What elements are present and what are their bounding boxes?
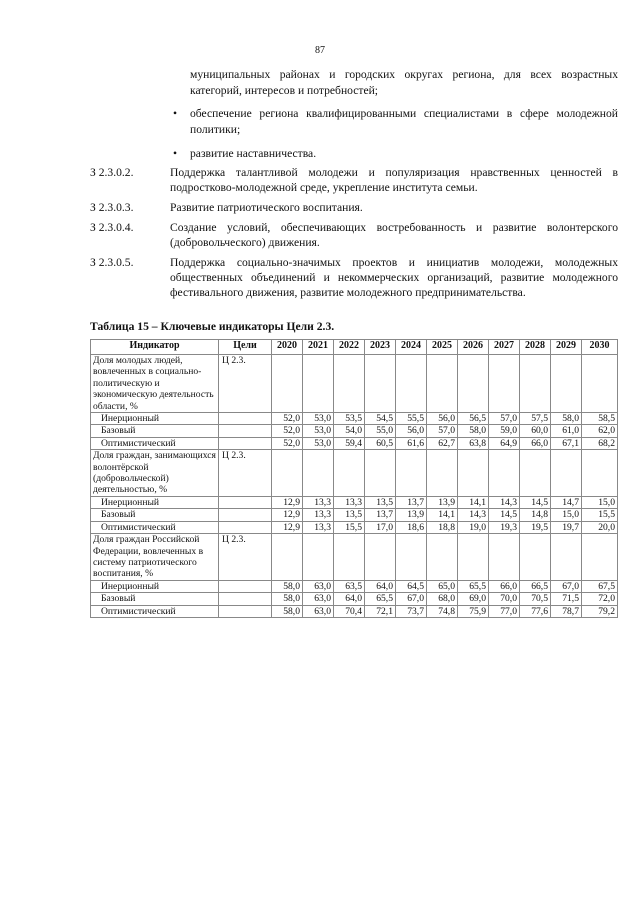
empty-cell (219, 496, 272, 508)
scenario-label: Оптимистический (91, 605, 219, 617)
value-cell: 63,0 (303, 605, 334, 617)
value-cell: 54,5 (365, 413, 396, 425)
value-cell: 71,5 (551, 593, 582, 605)
empty-cell (427, 534, 458, 581)
value-cell: 13,7 (365, 509, 396, 521)
bullet-item (170, 146, 618, 162)
empty-cell (458, 355, 489, 413)
value-cell: 55,5 (396, 413, 427, 425)
empty-cell (582, 355, 618, 413)
empty-cell (219, 413, 272, 425)
value-cell: 15,5 (582, 509, 618, 521)
scenario-row (91, 593, 618, 605)
scenario-row (91, 580, 618, 592)
empty-cell (303, 450, 334, 497)
value-cell: 58,0 (551, 413, 582, 425)
value-cell: 12,9 (272, 509, 303, 521)
value-cell: 60,5 (365, 437, 396, 449)
value-cell: 20,0 (582, 521, 618, 533)
indicators-table (90, 339, 618, 618)
task-code: З 2.3.0.2. (90, 166, 134, 179)
value-cell: 66,5 (520, 580, 551, 592)
value-cell: 66,0 (520, 437, 551, 449)
value-cell: 78,7 (551, 605, 582, 617)
empty-cell (458, 450, 489, 497)
value-cell: 14,5 (520, 496, 551, 508)
value-cell: 57,0 (489, 413, 520, 425)
value-cell: 73,7 (396, 605, 427, 617)
value-cell: 66,0 (489, 580, 520, 592)
empty-cell (219, 580, 272, 592)
column-header: 2023 (365, 340, 396, 355)
value-cell: 57,0 (427, 425, 458, 437)
empty-cell (582, 450, 618, 497)
empty-cell (396, 355, 427, 413)
value-cell: 17,0 (365, 521, 396, 533)
empty-cell (551, 534, 582, 581)
value-cell: 69,0 (458, 593, 489, 605)
column-header: 2028 (520, 340, 551, 355)
empty-cell (365, 450, 396, 497)
scenario-label: Базовый (91, 425, 219, 437)
value-cell: 54,0 (334, 425, 365, 437)
value-cell: 19,0 (458, 521, 489, 533)
value-cell: 64,9 (489, 437, 520, 449)
scenario-label: Инерционный (91, 580, 219, 592)
value-cell: 13,3 (334, 496, 365, 508)
value-cell: 59,0 (489, 425, 520, 437)
empty-cell (427, 355, 458, 413)
task-code: З 2.3.0.4. (90, 221, 134, 234)
value-cell: 12,9 (272, 496, 303, 508)
value-cell: 59,4 (334, 437, 365, 449)
value-cell: 58,0 (272, 593, 303, 605)
task-item (90, 165, 618, 195)
value-cell: 53,0 (303, 437, 334, 449)
task-code: З 2.3.0.3. (90, 201, 134, 214)
value-cell: 13,3 (303, 496, 334, 508)
empty-cell (219, 605, 272, 617)
empty-cell (272, 534, 303, 581)
value-cell: 75,9 (458, 605, 489, 617)
empty-cell (334, 355, 365, 413)
scenario-label: Инерционный (91, 496, 219, 508)
value-cell: 70,5 (520, 593, 551, 605)
task-item (90, 220, 618, 250)
value-cell: 61,0 (551, 425, 582, 437)
value-cell: 14,7 (551, 496, 582, 508)
value-cell: 13,5 (334, 509, 365, 521)
scenario-row (91, 605, 618, 617)
empty-cell (303, 534, 334, 581)
task-code: З 2.3.0.5. (90, 256, 134, 269)
column-header: 2026 (458, 340, 489, 355)
bullet-dot-icon: • (173, 107, 178, 120)
empty-cell (303, 355, 334, 413)
value-cell: 68,0 (427, 593, 458, 605)
empty-cell (582, 534, 618, 581)
value-cell: 14,5 (489, 509, 520, 521)
value-cell: 67,1 (551, 437, 582, 449)
empty-cell (219, 425, 272, 437)
indicator-goal: Ц 2.3. (219, 450, 272, 497)
value-cell: 72,1 (365, 605, 396, 617)
column-header: 2022 (334, 340, 365, 355)
value-cell: 14,1 (427, 509, 458, 521)
value-cell: 77,6 (520, 605, 551, 617)
intro-paragraph: муниципальных районах и городских округах региона, для всех возрастных категорий, интересов и потребностей; (190, 68, 618, 97)
value-cell: 70,4 (334, 605, 365, 617)
value-cell: 65,0 (427, 580, 458, 592)
value-cell: 57,5 (520, 413, 551, 425)
value-cell: 56,0 (396, 425, 427, 437)
empty-cell (219, 521, 272, 533)
value-cell: 65,5 (365, 593, 396, 605)
column-header: Индикатор (91, 340, 219, 355)
column-header: 2024 (396, 340, 427, 355)
scenario-row (91, 509, 618, 521)
task-text: Создание условий, обеспечивающих востребованность и развитие волонтерского (добровольческого) движения. (170, 221, 618, 249)
value-cell: 13,9 (396, 509, 427, 521)
empty-cell (219, 437, 272, 449)
scenario-label: Инерционный (91, 413, 219, 425)
empty-cell (427, 450, 458, 497)
value-cell: 14,3 (458, 509, 489, 521)
value-cell: 63,8 (458, 437, 489, 449)
value-cell: 58,5 (582, 413, 618, 425)
value-cell: 67,5 (582, 580, 618, 592)
value-cell: 63,0 (303, 593, 334, 605)
bullet-item (170, 106, 618, 138)
empty-cell (458, 534, 489, 581)
empty-cell (272, 355, 303, 413)
value-cell: 52,0 (272, 437, 303, 449)
value-cell: 19,7 (551, 521, 582, 533)
empty-cell (272, 450, 303, 497)
scenario-row (91, 413, 618, 425)
indicator-goal: Ц 2.3. (219, 534, 272, 581)
value-cell: 19,5 (520, 521, 551, 533)
value-cell: 74,8 (427, 605, 458, 617)
value-cell: 14,1 (458, 496, 489, 508)
column-header: 2020 (272, 340, 303, 355)
value-cell: 58,0 (272, 605, 303, 617)
indicator-name: Доля граждан, занимающихся волонтёрской (добровольческой) деятельностью, % (91, 450, 219, 497)
task-text: Поддержка социально-значимых проектов и инициатив молодежи, молодежных общественных объединений и некоммерческих организаций, развитие молодежного фестивального движения, развитие молодежного предпринимательства. (170, 256, 618, 299)
value-cell: 68,2 (582, 437, 618, 449)
empty-cell (551, 355, 582, 413)
value-cell: 56,5 (458, 413, 489, 425)
empty-cell (396, 450, 427, 497)
scenario-label: Базовый (91, 509, 219, 521)
column-header: 2030 (582, 340, 618, 355)
empty-cell (396, 534, 427, 581)
bullet-text: развитие наставничества. (190, 147, 317, 160)
bullet-text: обеспечение региона квалифицированными специалистами в сфере молодежной политики; (190, 107, 618, 136)
empty-cell (551, 450, 582, 497)
indicator-goal: Ц 2.3. (219, 355, 272, 413)
task-text: Развитие патриотического воспитания. (170, 201, 363, 214)
indicator-row (91, 534, 618, 581)
value-cell: 70,0 (489, 593, 520, 605)
value-cell: 15,0 (551, 509, 582, 521)
value-cell: 55,0 (365, 425, 396, 437)
empty-cell (365, 355, 396, 413)
value-cell: 52,0 (272, 425, 303, 437)
value-cell: 53,0 (303, 413, 334, 425)
column-header: Цели (219, 340, 272, 355)
indicator-row (91, 450, 618, 497)
value-cell: 14,3 (489, 496, 520, 508)
bullet-list (170, 67, 618, 170)
column-header: 2027 (489, 340, 520, 355)
indicator-row (91, 355, 618, 413)
table-title: Таблица 15 – Ключевые индикаторы Цели 2.3. (90, 320, 335, 333)
value-cell: 64,0 (334, 593, 365, 605)
value-cell: 63,0 (303, 580, 334, 592)
empty-cell (489, 450, 520, 497)
value-cell: 79,2 (582, 605, 618, 617)
task-text: Поддержка талантливой молодежи и популяризация нравственных ценностей в подростково-молодежной среде, укрепление института семьи. (170, 166, 618, 194)
value-cell: 58,0 (458, 425, 489, 437)
value-cell: 67,0 (551, 580, 582, 592)
scenario-label: Оптимистический (91, 437, 219, 449)
value-cell: 64,0 (365, 580, 396, 592)
value-cell: 62,0 (582, 425, 618, 437)
column-header: 2029 (551, 340, 582, 355)
empty-cell (334, 450, 365, 497)
value-cell: 12,9 (272, 521, 303, 533)
task-item (90, 200, 618, 215)
value-cell: 72,0 (582, 593, 618, 605)
value-cell: 65,5 (458, 580, 489, 592)
empty-cell (520, 355, 551, 413)
empty-cell (219, 593, 272, 605)
empty-cell (365, 534, 396, 581)
task-list (90, 165, 618, 305)
value-cell: 64,5 (396, 580, 427, 592)
value-cell: 67,0 (396, 593, 427, 605)
value-cell: 53,0 (303, 425, 334, 437)
bullet-dot-icon: • (173, 147, 178, 160)
value-cell: 18,8 (427, 521, 458, 533)
value-cell: 77,0 (489, 605, 520, 617)
scenario-label: Базовый (91, 593, 219, 605)
empty-cell (334, 534, 365, 581)
empty-cell (489, 355, 520, 413)
value-cell: 13,9 (427, 496, 458, 508)
value-cell: 63,5 (334, 580, 365, 592)
value-cell: 52,0 (272, 413, 303, 425)
empty-cell (489, 534, 520, 581)
scenario-row (91, 437, 618, 449)
scenario-row (91, 425, 618, 437)
value-cell: 13,5 (365, 496, 396, 508)
value-cell: 13,3 (303, 521, 334, 533)
value-cell: 56,0 (427, 413, 458, 425)
indicator-name: Доля молодых людей, вовлеченных в социально-политическую и экономическую деятельность области, % (91, 355, 219, 413)
value-cell: 13,3 (303, 509, 334, 521)
value-cell: 61,6 (396, 437, 427, 449)
empty-cell (520, 450, 551, 497)
value-cell: 18,6 (396, 521, 427, 533)
value-cell: 14,8 (520, 509, 551, 521)
scenario-label: Оптимистический (91, 521, 219, 533)
empty-cell (219, 509, 272, 521)
table-header-row (91, 340, 618, 355)
value-cell: 58,0 (272, 580, 303, 592)
value-cell: 60,0 (520, 425, 551, 437)
indicator-name: Доля граждан Российской Федерации, вовлеченных в систему патриотического воспитания, % (91, 534, 219, 581)
column-header: 2021 (303, 340, 334, 355)
scenario-row (91, 496, 618, 508)
empty-cell (520, 534, 551, 581)
page-number: 87 (315, 45, 325, 56)
value-cell: 13,7 (396, 496, 427, 508)
value-cell: 53,5 (334, 413, 365, 425)
value-cell: 15,0 (582, 496, 618, 508)
column-header: 2025 (427, 340, 458, 355)
task-item (90, 255, 618, 300)
value-cell: 15,5 (334, 521, 365, 533)
value-cell: 19,3 (489, 521, 520, 533)
scenario-row (91, 521, 618, 533)
value-cell: 62,7 (427, 437, 458, 449)
